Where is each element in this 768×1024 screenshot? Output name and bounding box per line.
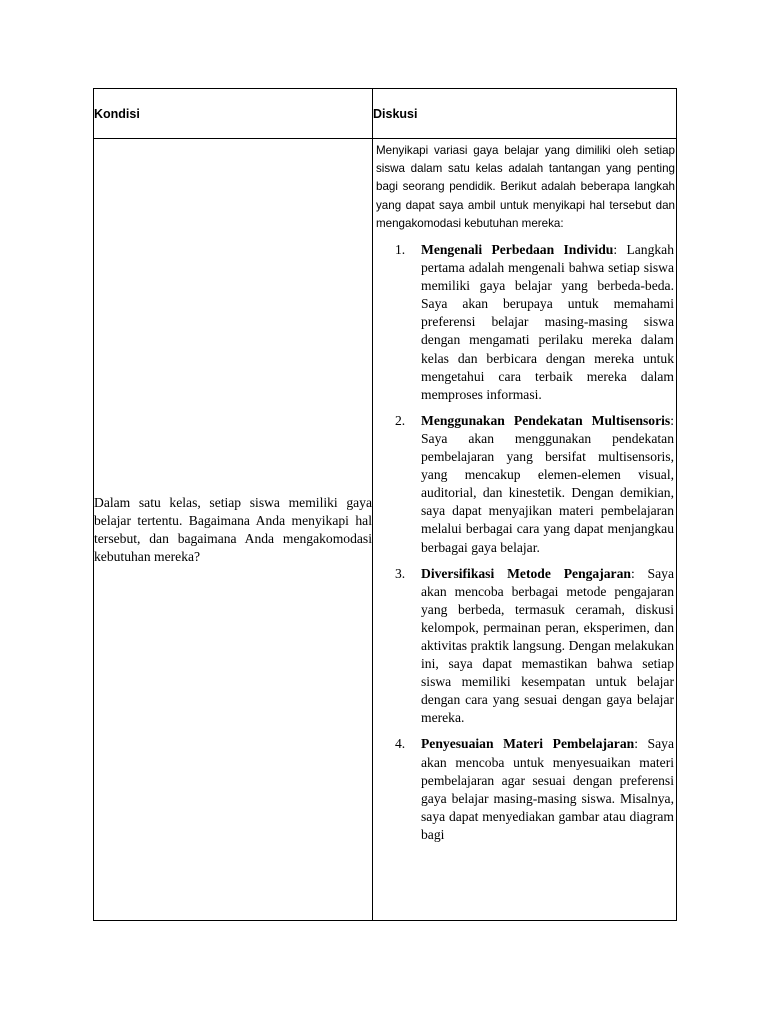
list-item-title: Mengenali Perbedaan Individu	[421, 242, 614, 258]
list-item-body: : Saya akan mencoba berbagai metode pengajaran yang berbeda, termasuk ceramah, diskusi kelompok, permainan peran, eksperimen, dan aktivitas praktik langsung. Dengan melakukan ini, saya dapat memastikan bahwa setiap siswa memiliki kesempatan untuk belajar dengan cara yang sesuai dengan gaya belajar mereka.	[421, 565, 674, 726]
list-item-title: Menggunakan Pendekatan Multisensoris	[421, 412, 671, 428]
header-kondisi: Kondisi	[94, 89, 373, 139]
list-item-number: 2.	[395, 412, 406, 428]
diskusi-intro: Menyikapi variasi gaya belajar yang dimiliki oleh setiap siswa dalam satu kelas adalah tantangan yang penting bagi seorang pendidik. Berikut adalah beberapa langkah yang dapat saya ambil untuk menyikapi hal tersebut dan mengakomodasi kebutuhan mereka:	[376, 144, 675, 230]
list-item	[373, 565, 674, 728]
list-item-number: 3.	[395, 565, 406, 581]
steps-list	[373, 241, 674, 844]
list-item-body: : Langkah pertama adalah mengenali bahwa setiap siswa memiliki gaya belajar yang berbeda-beda. Saya akan berupaya untuk memahami preferensi belajar masing-masing siswa dengan mengamati perilaku mereka dalam kelas dan berbicara dengan mereka untuk mengetahui cara terbaik mereka dalam memproses informasi.	[421, 242, 675, 402]
table-row	[94, 139, 677, 921]
header-diskusi: Diskusi	[373, 89, 677, 139]
list-item-body: : Saya akan mencoba untuk menyesuaikan materi pembelajaran agar sesuai dengan preferensi gaya belajar masing-masing siswa. Misalnya, saya dapat menyediakan gambar atau diagram bagi	[421, 736, 674, 842]
diskusi-cell	[373, 139, 677, 921]
list-item	[373, 241, 674, 404]
list-item	[373, 412, 674, 557]
list-item-number: 1.	[395, 242, 406, 258]
list-item-title: Diversifikasi Metode Pengajaran	[421, 565, 631, 581]
discussion-table	[93, 88, 677, 921]
list-item-number: 4.	[395, 736, 406, 752]
list-item-title: Penyesuaian Materi Pembelajaran	[421, 736, 635, 752]
list-item-body: : Saya akan menggunakan pendekatan pembelajaran yang bersifat multisensoris, yang mencakup elemen-elemen visual, auditorial, dan kinestetik. Dengan demikian, saya dapat menyajikan materi pembelajaran melalui berbagai cara yang dapat menjangkau berbagai gaya belajar.	[421, 412, 674, 555]
kondisi-cell: Dalam satu kelas, setiap siswa memiliki gaya belajar tertentu. Bagaimana Anda menyikapi hal tersebut, dan bagaimana Anda mengakomodasi kebutuhan mereka?	[94, 139, 373, 921]
list-item	[373, 735, 674, 844]
table-header-row	[94, 89, 677, 139]
